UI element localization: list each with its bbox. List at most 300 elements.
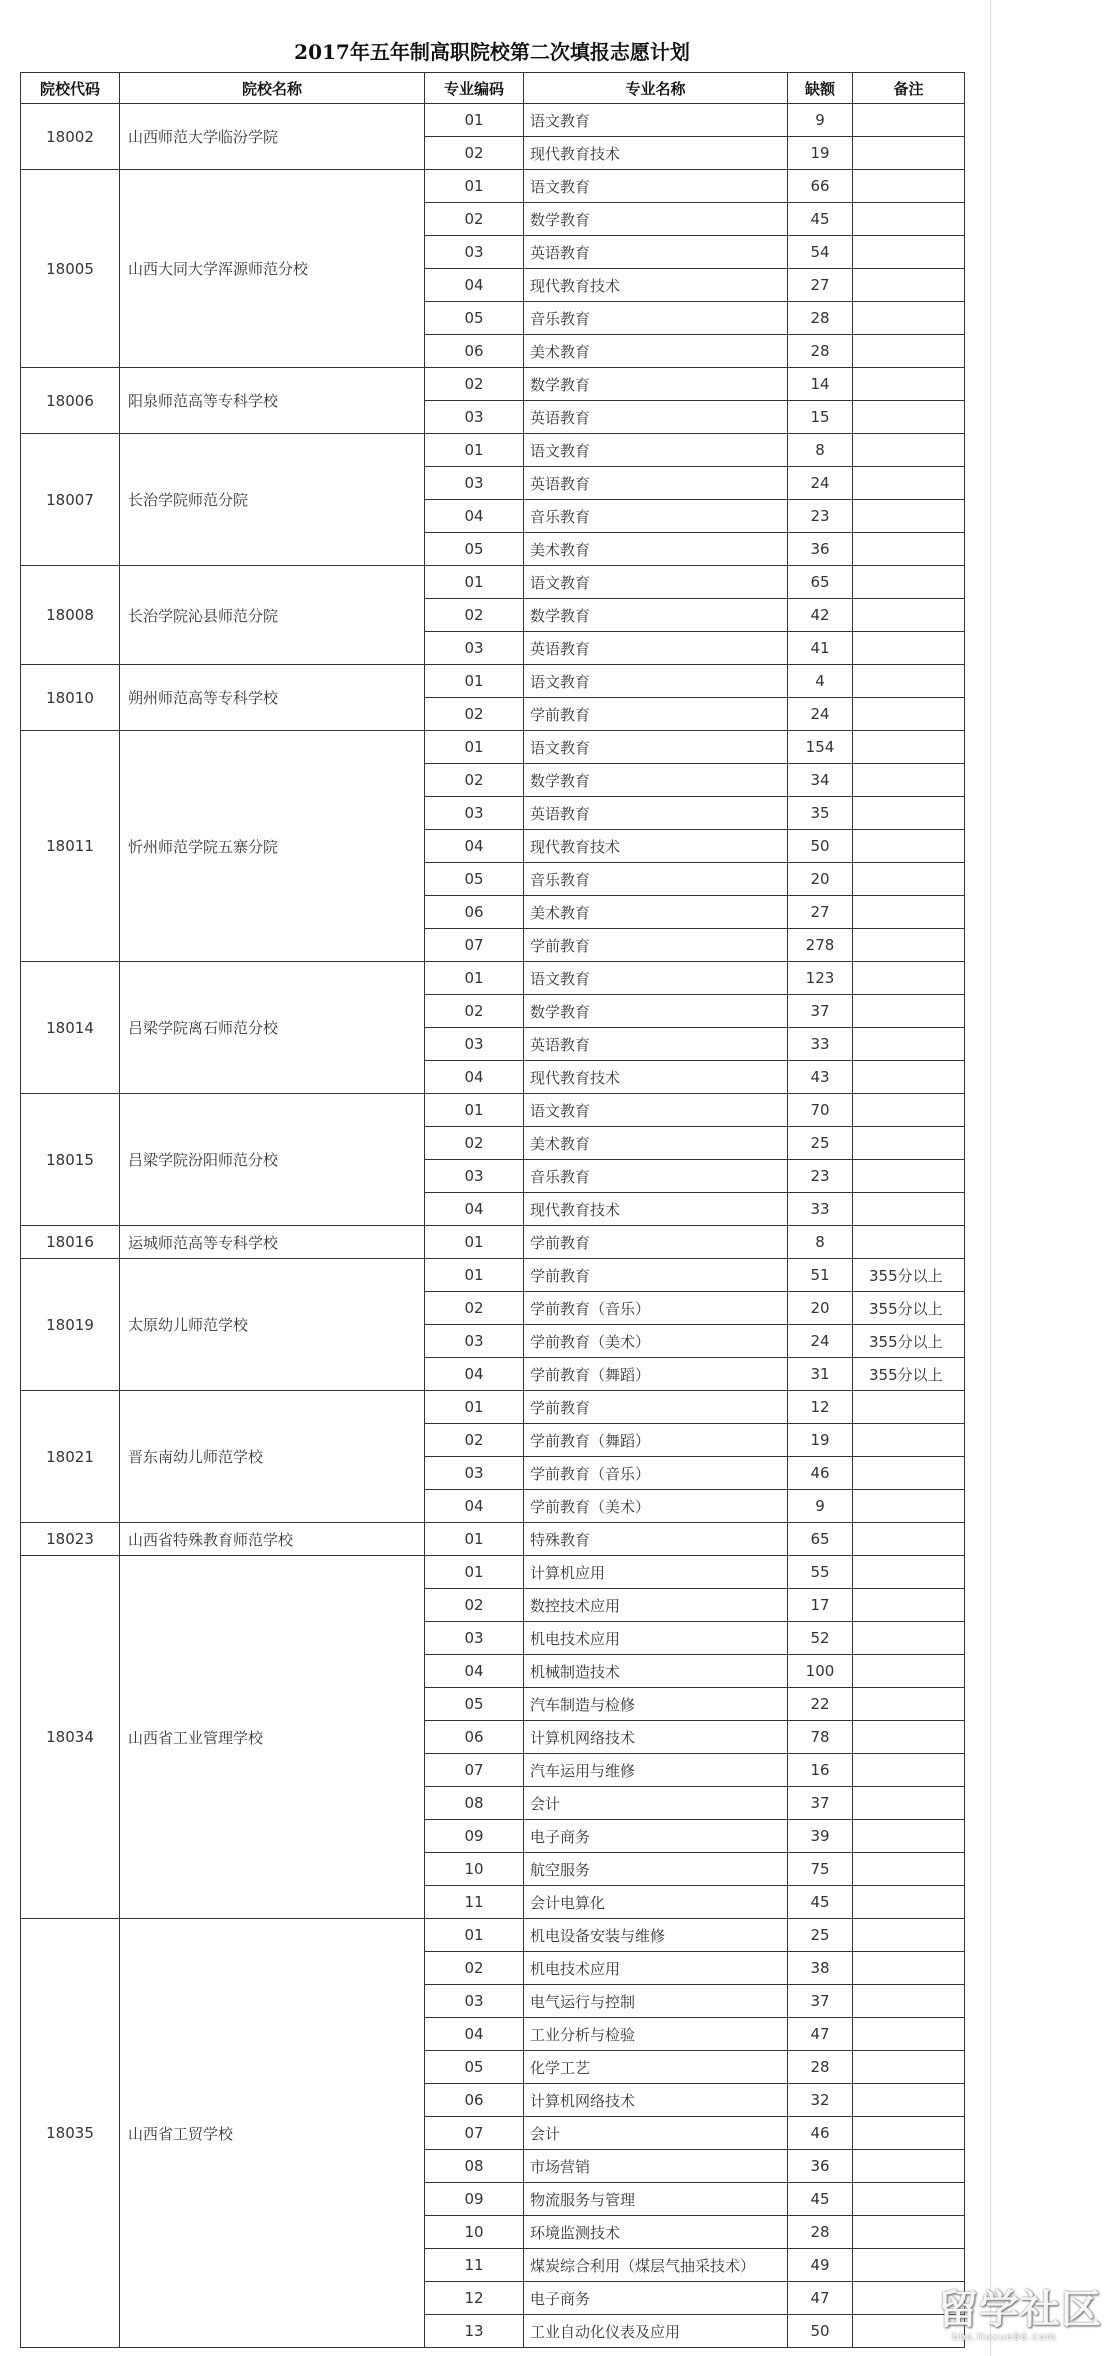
major-code-cell: 03 xyxy=(425,1622,524,1655)
table-row xyxy=(21,962,965,995)
note-cell xyxy=(853,1853,965,1886)
major-code-cell: 04 xyxy=(425,500,524,533)
note-cell xyxy=(853,962,965,995)
note-cell xyxy=(853,1820,965,1853)
major-code-cell: 02 xyxy=(425,599,524,632)
major-code-cell: 01 xyxy=(425,1259,524,1292)
note-cell xyxy=(853,1160,965,1193)
vacancy-cell: 47 xyxy=(788,2018,853,2051)
school-name-cell: 太原幼儿师范学校 xyxy=(120,1259,425,1391)
major-name-cell: 学前教育 xyxy=(524,698,788,731)
major-code-cell: 01 xyxy=(425,1523,524,1556)
major-name-cell: 汽车制造与检修 xyxy=(524,1688,788,1721)
major-name-cell: 计算机应用 xyxy=(524,1556,788,1589)
school-name-cell: 朔州师范高等专科学校 xyxy=(120,665,425,731)
vacancy-cell: 33 xyxy=(788,1193,853,1226)
major-code-cell: 02 xyxy=(425,995,524,1028)
vacancy-cell: 36 xyxy=(788,2150,853,2183)
vacancy-cell: 23 xyxy=(788,500,853,533)
note-cell xyxy=(853,401,965,434)
vacancy-cell: 25 xyxy=(788,1127,853,1160)
vacancy-cell: 54 xyxy=(788,236,853,269)
note-cell xyxy=(853,236,965,269)
note-cell xyxy=(853,1226,965,1259)
major-code-cell: 01 xyxy=(425,170,524,203)
note-cell xyxy=(853,2051,965,2084)
major-code-cell: 03 xyxy=(425,1985,524,2018)
vacancy-cell: 41 xyxy=(788,632,853,665)
major-code-cell: 03 xyxy=(425,1457,524,1490)
vacancy-cell: 78 xyxy=(788,1721,853,1754)
school-code-cell: 18010 xyxy=(21,665,120,731)
major-code-cell: 06 xyxy=(425,1721,524,1754)
vacancy-cell: 22 xyxy=(788,1688,853,1721)
header-major-code: 专业编码 xyxy=(425,73,524,104)
vacancy-cell: 50 xyxy=(788,2315,853,2348)
vacancy-cell: 19 xyxy=(788,1424,853,1457)
major-name-cell: 电气运行与控制 xyxy=(524,1985,788,2018)
school-code-cell: 18011 xyxy=(21,731,120,962)
school-name-cell: 长治学院沁县师范分院 xyxy=(120,566,425,665)
major-name-cell: 机电技术应用 xyxy=(524,1952,788,1985)
note-cell xyxy=(853,1919,965,1952)
major-code-cell: 01 xyxy=(425,1226,524,1259)
major-name-cell: 学前教育 xyxy=(524,1259,788,1292)
vacancy-cell: 52 xyxy=(788,1622,853,1655)
major-name-cell: 机电技术应用 xyxy=(524,1622,788,1655)
vacancy-cell: 65 xyxy=(788,1523,853,1556)
major-code-cell: 04 xyxy=(425,2018,524,2051)
major-code-cell: 03 xyxy=(425,1325,524,1358)
major-code-cell: 01 xyxy=(425,665,524,698)
vacancy-cell: 28 xyxy=(788,2216,853,2249)
major-code-cell: 01 xyxy=(425,962,524,995)
major-name-cell: 计算机网络技术 xyxy=(524,2084,788,2117)
note-cell xyxy=(853,1886,965,1919)
vacancy-cell: 37 xyxy=(788,1787,853,1820)
school-name-cell: 晋东南幼儿师范学校 xyxy=(120,1391,425,1523)
note-cell xyxy=(853,764,965,797)
vacancy-cell: 278 xyxy=(788,929,853,962)
vacancy-cell: 46 xyxy=(788,1457,853,1490)
note-cell xyxy=(853,995,965,1028)
note-cell xyxy=(853,2150,965,2183)
major-code-cell: 05 xyxy=(425,863,524,896)
vacancy-cell: 8 xyxy=(788,1226,853,1259)
major-code-cell: 04 xyxy=(425,1655,524,1688)
note-cell xyxy=(853,2183,965,2216)
major-code-cell: 04 xyxy=(425,1193,524,1226)
major-name-cell: 语文教育 xyxy=(524,170,788,203)
vacancy-cell: 154 xyxy=(788,731,853,764)
major-name-cell: 市场营销 xyxy=(524,2150,788,2183)
major-name-cell: 学前教育 xyxy=(524,929,788,962)
vacancy-cell: 20 xyxy=(788,863,853,896)
note-cell xyxy=(853,566,965,599)
vacancy-cell: 28 xyxy=(788,2051,853,2084)
note-cell xyxy=(853,1193,965,1226)
note-cell xyxy=(853,1127,965,1160)
major-name-cell: 会计电算化 xyxy=(524,1886,788,1919)
major-code-cell: 03 xyxy=(425,1160,524,1193)
vacancy-cell: 39 xyxy=(788,1820,853,1853)
major-code-cell: 04 xyxy=(425,830,524,863)
note-cell xyxy=(853,599,965,632)
table-row xyxy=(21,1094,965,1127)
school-code-cell: 18007 xyxy=(21,434,120,566)
note-cell xyxy=(853,368,965,401)
school-code-cell: 18006 xyxy=(21,368,120,434)
major-name-cell: 美术教育 xyxy=(524,896,788,929)
vacancy-cell: 45 xyxy=(788,203,853,236)
note-cell xyxy=(853,1523,965,1556)
table-row xyxy=(21,170,965,203)
table-row xyxy=(21,1226,965,1259)
major-name-cell: 学前教育（音乐） xyxy=(524,1457,788,1490)
major-name-cell: 机械制造技术 xyxy=(524,1655,788,1688)
note-cell xyxy=(853,1787,965,1820)
major-name-cell: 美术教育 xyxy=(524,1127,788,1160)
note-cell: 355分以上 xyxy=(853,1292,965,1325)
major-name-cell: 数学教育 xyxy=(524,995,788,1028)
vacancy-cell: 8 xyxy=(788,434,853,467)
vacancy-cell: 15 xyxy=(788,401,853,434)
major-code-cell: 02 xyxy=(425,203,524,236)
major-name-cell: 学前教育（音乐） xyxy=(524,1292,788,1325)
watermark-logo-text: 留学社区 xyxy=(938,2287,1102,2333)
major-code-cell: 02 xyxy=(425,1589,524,1622)
note-cell xyxy=(853,500,965,533)
major-code-cell: 01 xyxy=(425,1391,524,1424)
major-code-cell: 02 xyxy=(425,764,524,797)
school-name-cell: 忻州师范学院五寨分院 xyxy=(120,731,425,962)
vacancy-cell: 75 xyxy=(788,1853,853,1886)
vacancy-cell: 25 xyxy=(788,1919,853,1952)
vacancy-cell: 31 xyxy=(788,1358,853,1391)
major-name-cell: 环境监测技术 xyxy=(524,2216,788,2249)
vacancy-cell: 19 xyxy=(788,137,853,170)
school-code-cell: 18015 xyxy=(21,1094,120,1226)
vacancy-cell: 24 xyxy=(788,698,853,731)
table-row xyxy=(21,434,965,467)
major-code-cell: 05 xyxy=(425,2051,524,2084)
vacancy-cell: 100 xyxy=(788,1655,853,1688)
major-name-cell: 机电设备安装与维修 xyxy=(524,1919,788,1952)
vacancy-cell: 34 xyxy=(788,764,853,797)
major-code-cell: 10 xyxy=(425,2216,524,2249)
enrollment-plan-table xyxy=(20,72,965,2348)
major-name-cell: 音乐教育 xyxy=(524,863,788,896)
note-cell xyxy=(853,203,965,236)
site-watermark xyxy=(938,2288,1108,2348)
table-row xyxy=(21,566,965,599)
major-code-cell: 10 xyxy=(425,1853,524,1886)
major-name-cell: 语文教育 xyxy=(524,731,788,764)
major-name-cell: 语文教育 xyxy=(524,104,788,137)
major-code-cell: 02 xyxy=(425,1127,524,1160)
note-cell xyxy=(853,1622,965,1655)
vacancy-cell: 51 xyxy=(788,1259,853,1292)
major-code-cell: 01 xyxy=(425,104,524,137)
note-cell: 355分以上 xyxy=(853,1325,965,1358)
major-code-cell: 04 xyxy=(425,1358,524,1391)
major-code-cell: 05 xyxy=(425,302,524,335)
note-cell xyxy=(853,632,965,665)
vacancy-cell: 4 xyxy=(788,665,853,698)
school-code-cell: 18002 xyxy=(21,104,120,170)
vacancy-cell: 23 xyxy=(788,1160,853,1193)
note-cell: 355分以上 xyxy=(853,1358,965,1391)
major-name-cell: 数学教育 xyxy=(524,368,788,401)
major-name-cell: 学前教育（舞蹈） xyxy=(524,1358,788,1391)
vacancy-cell: 45 xyxy=(788,2183,853,2216)
vacancy-cell: 20 xyxy=(788,1292,853,1325)
vacancy-cell: 65 xyxy=(788,566,853,599)
major-code-cell: 07 xyxy=(425,2117,524,2150)
note-cell xyxy=(853,137,965,170)
major-name-cell: 英语教育 xyxy=(524,1028,788,1061)
major-name-cell: 数学教育 xyxy=(524,764,788,797)
school-name-cell: 山西省工贸学校 xyxy=(120,1919,425,2348)
major-code-cell: 04 xyxy=(425,1490,524,1523)
major-name-cell: 会计 xyxy=(524,2117,788,2150)
major-name-cell: 现代教育技术 xyxy=(524,1193,788,1226)
vacancy-cell: 28 xyxy=(788,302,853,335)
major-name-cell: 汽车运用与维修 xyxy=(524,1754,788,1787)
note-cell xyxy=(853,797,965,830)
major-name-cell: 现代教育技术 xyxy=(524,269,788,302)
note-cell xyxy=(853,467,965,500)
table-row xyxy=(21,368,965,401)
major-code-cell: 05 xyxy=(425,533,524,566)
note-cell xyxy=(853,2117,965,2150)
note-cell xyxy=(853,698,965,731)
vacancy-cell: 28 xyxy=(788,335,853,368)
vacancy-cell: 37 xyxy=(788,995,853,1028)
table-body xyxy=(21,104,965,2348)
school-name-cell: 运城师范高等专科学校 xyxy=(120,1226,425,1259)
major-code-cell: 11 xyxy=(425,1886,524,1919)
note-cell xyxy=(853,170,965,203)
school-name-cell: 山西大同大学浑源师范分校 xyxy=(120,170,425,368)
school-code-cell: 18034 xyxy=(21,1556,120,1919)
major-name-cell: 电子商务 xyxy=(524,1820,788,1853)
major-code-cell: 01 xyxy=(425,731,524,764)
vacancy-cell: 16 xyxy=(788,1754,853,1787)
header-school-name: 院校名称 xyxy=(120,73,425,104)
school-name-cell: 阳泉师范高等专科学校 xyxy=(120,368,425,434)
major-code-cell: 03 xyxy=(425,632,524,665)
note-cell xyxy=(853,2249,965,2282)
major-code-cell: 11 xyxy=(425,2249,524,2282)
major-name-cell: 数学教育 xyxy=(524,599,788,632)
major-code-cell: 04 xyxy=(425,269,524,302)
major-name-cell: 学前教育（舞蹈） xyxy=(524,1424,788,1457)
vacancy-cell: 9 xyxy=(788,1490,853,1523)
header-note: 备注 xyxy=(853,73,965,104)
vacancy-cell: 24 xyxy=(788,1325,853,1358)
note-cell xyxy=(853,533,965,566)
major-name-cell: 数控技术应用 xyxy=(524,1589,788,1622)
major-code-cell: 02 xyxy=(425,368,524,401)
major-code-cell: 02 xyxy=(425,1292,524,1325)
school-code-cell: 18016 xyxy=(21,1226,120,1259)
major-code-cell: 09 xyxy=(425,1820,524,1853)
major-name-cell: 语文教育 xyxy=(524,665,788,698)
vacancy-cell: 46 xyxy=(788,2117,853,2150)
major-code-cell: 12 xyxy=(425,2282,524,2315)
vacancy-cell: 14 xyxy=(788,368,853,401)
major-name-cell: 音乐教育 xyxy=(524,302,788,335)
school-code-cell: 18008 xyxy=(21,566,120,665)
school-code-cell: 18023 xyxy=(21,1523,120,1556)
note-cell xyxy=(853,2216,965,2249)
table-row xyxy=(21,665,965,698)
header-major-name: 专业名称 xyxy=(524,73,788,104)
note-cell xyxy=(853,1655,965,1688)
major-name-cell: 现代教育技术 xyxy=(524,1061,788,1094)
major-name-cell: 语文教育 xyxy=(524,962,788,995)
vacancy-cell: 123 xyxy=(788,962,853,995)
major-name-cell: 美术教育 xyxy=(524,533,788,566)
school-code-cell: 18014 xyxy=(21,962,120,1094)
major-name-cell: 英语教育 xyxy=(524,236,788,269)
major-name-cell: 语文教育 xyxy=(524,566,788,599)
major-name-cell: 现代教育技术 xyxy=(524,137,788,170)
note-cell xyxy=(853,1391,965,1424)
major-name-cell: 物流服务与管理 xyxy=(524,2183,788,2216)
vacancy-cell: 35 xyxy=(788,797,853,830)
major-code-cell: 07 xyxy=(425,1754,524,1787)
header-vacancy: 缺额 xyxy=(788,73,853,104)
major-code-cell: 02 xyxy=(425,1952,524,1985)
major-code-cell: 03 xyxy=(425,401,524,434)
vacancy-cell: 9 xyxy=(788,104,853,137)
note-cell xyxy=(853,731,965,764)
vacancy-cell: 49 xyxy=(788,2249,853,2282)
vacancy-cell: 47 xyxy=(788,2282,853,2315)
note-cell xyxy=(853,1754,965,1787)
major-code-cell: 01 xyxy=(425,566,524,599)
major-code-cell: 01 xyxy=(425,434,524,467)
note-cell xyxy=(853,1061,965,1094)
vacancy-cell: 43 xyxy=(788,1061,853,1094)
major-name-cell: 煤炭综合利用（煤层气抽采技术） xyxy=(524,2249,788,2282)
vacancy-cell: 12 xyxy=(788,1391,853,1424)
major-code-cell: 04 xyxy=(425,1061,524,1094)
major-name-cell: 学前教育 xyxy=(524,1226,788,1259)
major-code-cell: 06 xyxy=(425,896,524,929)
table-header-row xyxy=(21,73,965,104)
vacancy-cell: 33 xyxy=(788,1028,853,1061)
major-code-cell: 01 xyxy=(425,1556,524,1589)
major-code-cell: 01 xyxy=(425,1919,524,1952)
vacancy-cell: 37 xyxy=(788,1985,853,2018)
major-name-cell: 英语教育 xyxy=(524,797,788,830)
table-row xyxy=(21,1259,965,1292)
vacancy-cell: 45 xyxy=(788,1886,853,1919)
major-name-cell: 音乐教育 xyxy=(524,500,788,533)
major-code-cell: 03 xyxy=(425,236,524,269)
major-code-cell: 03 xyxy=(425,467,524,500)
major-code-cell: 06 xyxy=(425,2084,524,2117)
note-cell xyxy=(853,269,965,302)
major-name-cell: 计算机网络技术 xyxy=(524,1721,788,1754)
table-row xyxy=(21,1556,965,1589)
vacancy-cell: 17 xyxy=(788,1589,853,1622)
major-name-cell: 电子商务 xyxy=(524,2282,788,2315)
note-cell xyxy=(853,1589,965,1622)
major-code-cell: 03 xyxy=(425,797,524,830)
major-name-cell: 学前教育（美术） xyxy=(524,1490,788,1523)
school-name-cell: 山西省特殊教育师范学校 xyxy=(120,1523,425,1556)
note-cell xyxy=(853,1028,965,1061)
note-cell xyxy=(853,434,965,467)
table-row xyxy=(21,1919,965,1952)
note-cell xyxy=(853,1985,965,2018)
note-cell xyxy=(853,1952,965,1985)
major-name-cell: 会计 xyxy=(524,1787,788,1820)
note-cell xyxy=(853,830,965,863)
major-code-cell: 05 xyxy=(425,1688,524,1721)
vacancy-cell: 70 xyxy=(788,1094,853,1127)
major-name-cell: 现代教育技术 xyxy=(524,830,788,863)
note-cell xyxy=(853,1424,965,1457)
table-row xyxy=(21,104,965,137)
major-code-cell: 08 xyxy=(425,1787,524,1820)
table-row xyxy=(21,1391,965,1424)
vacancy-cell: 27 xyxy=(788,896,853,929)
major-name-cell: 化学工艺 xyxy=(524,2051,788,2084)
major-code-cell: 01 xyxy=(425,1094,524,1127)
note-cell xyxy=(853,929,965,962)
major-name-cell: 特殊教育 xyxy=(524,1523,788,1556)
note-cell xyxy=(853,896,965,929)
table-row xyxy=(21,1523,965,1556)
major-name-cell: 学前教育（美术） xyxy=(524,1325,788,1358)
major-code-cell: 02 xyxy=(425,137,524,170)
school-code-cell: 18021 xyxy=(21,1391,120,1523)
vacancy-cell: 24 xyxy=(788,467,853,500)
vacancy-cell: 38 xyxy=(788,1952,853,1985)
vacancy-cell: 55 xyxy=(788,1556,853,1589)
major-code-cell: 02 xyxy=(425,1424,524,1457)
note-cell xyxy=(853,335,965,368)
note-cell xyxy=(853,2084,965,2117)
school-name-cell: 山西省工业管理学校 xyxy=(120,1556,425,1919)
vacancy-cell: 36 xyxy=(788,533,853,566)
major-name-cell: 工业自动化仪表及应用 xyxy=(524,2315,788,2348)
note-cell xyxy=(853,1490,965,1523)
note-cell xyxy=(853,302,965,335)
major-name-cell: 学前教育 xyxy=(524,1391,788,1424)
school-code-cell: 18035 xyxy=(21,1919,120,2348)
note-cell xyxy=(853,1688,965,1721)
major-name-cell: 英语教育 xyxy=(524,401,788,434)
page-title: 2017年五年制高职院校第二次填报志愿计划 xyxy=(294,40,690,64)
major-name-cell: 英语教育 xyxy=(524,467,788,500)
note-cell xyxy=(853,863,965,896)
major-name-cell: 航空服务 xyxy=(524,1853,788,1886)
table-row xyxy=(21,731,965,764)
major-name-cell: 工业分析与检验 xyxy=(524,2018,788,2051)
major-code-cell: 09 xyxy=(425,2183,524,2216)
note-cell xyxy=(853,665,965,698)
school-name-cell: 吕梁学院离石师范分校 xyxy=(120,962,425,1094)
note-cell: 355分以上 xyxy=(853,1259,965,1292)
vacancy-cell: 32 xyxy=(788,2084,853,2117)
major-code-cell: 03 xyxy=(425,1028,524,1061)
